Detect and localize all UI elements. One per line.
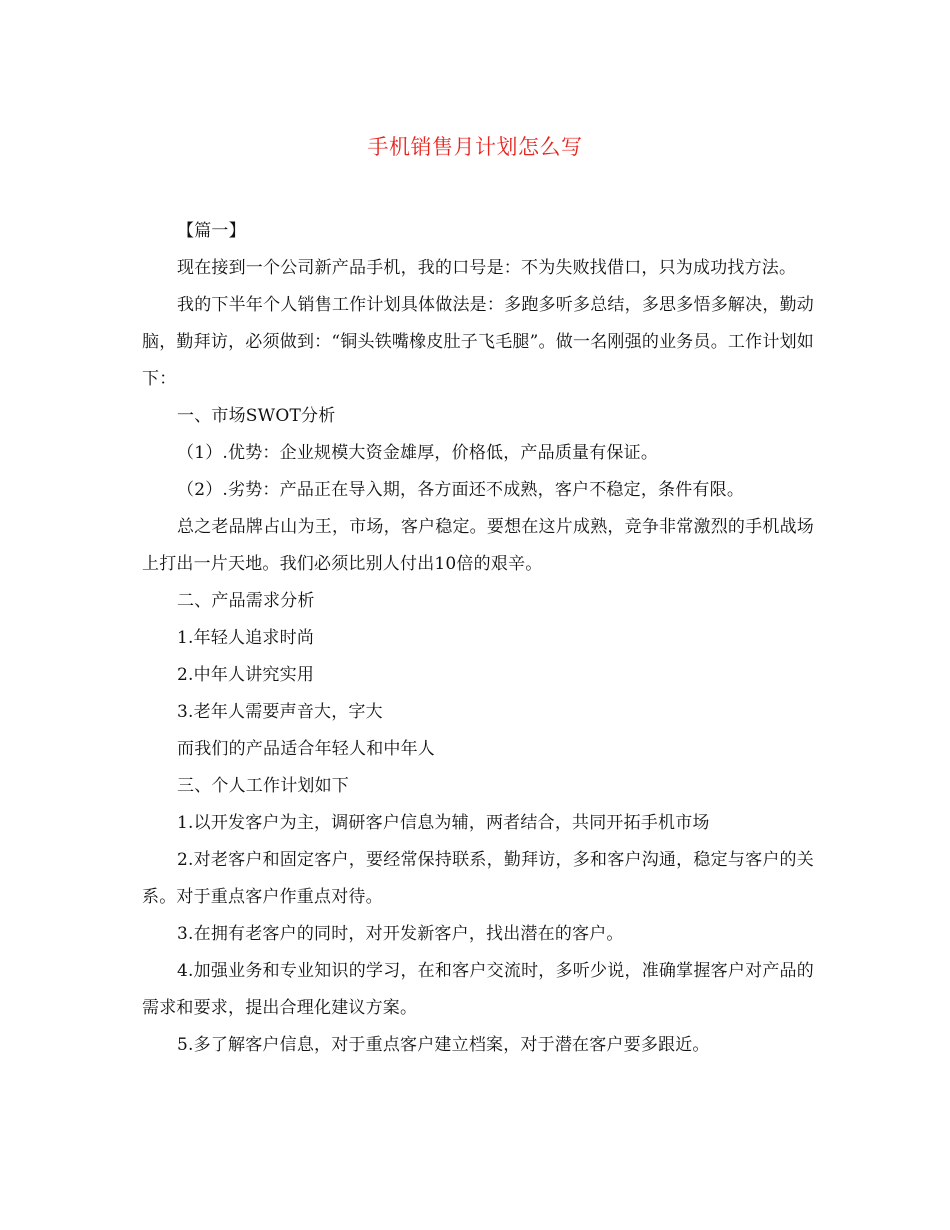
demand-item-1: 1.年轻人追求时尚: [177, 628, 315, 648]
plan-item-3: 3.在拥有老客户的同时，对开发新客户，找出潜在的客户。: [177, 924, 624, 944]
section-label-part-one: 【篇一】: [177, 221, 246, 241]
heading-market-swot: 一、市场SWOT分析: [177, 406, 336, 426]
plan-item-1: 1.以开发客户为主，调研客户信息为辅，两者结合，共同开拓手机市场: [177, 813, 710, 833]
swot-strengths: （1）.优势：企业规模大资金雄厚，价格低，产品质量有保证。: [177, 443, 659, 463]
plan-item-5: 5.多了解客户信息，对于重点客户建立档案，对于潜在客户要多跟近。: [177, 1035, 710, 1055]
plan-item-4: 4.加强业务和专业知识的学习，在和客户交流时，多听少说，准确掌握客户对产品的需求和要求，提出合理化建议方案。: [142, 961, 814, 1018]
heading-product-demand: 二、产品需求分析: [177, 591, 315, 611]
plan-item-2: 2.对老客户和固定客户，要经常保持联系，勤拜访，多和客户沟通，稳定与客户的关系。对于重点客户作重点对待。: [142, 850, 814, 907]
swot-weaknesses: （2）.劣势：产品正在导入期，各方面还不成熟，客户不稳定，条件有限。: [177, 480, 745, 500]
document-title: 手机销售月计划怎么写: [367, 135, 583, 159]
document-body: [142, 213, 814, 1064]
plan-approach-paragraph: 我的下半年个人销售工作计划具体做法是：多跑多听多总结，多思多悟多解决，勤动脑，勤拜访，必须做到：“铜头铁嘴橡皮肚子飞毛腿”。做一名刚强的业务员。工作计划如下：: [142, 295, 814, 389]
demand-item-2: 2.中年人讲究实用: [177, 665, 315, 685]
demand-conclusion: 而我们的产品适合年轻人和中年人: [177, 739, 435, 759]
heading-personal-plan: 三、个人工作计划如下: [177, 776, 349, 796]
demand-item-3: 3.老年人需要声音大，字大: [177, 702, 383, 722]
market-summary-paragraph: 总之老品牌占山为王，市场，客户稳定。要想在这片成熟，竞争非常激烈的手机战场上打出一片天地。我们必须比别人付出10倍的艰辛。: [142, 517, 814, 574]
intro-paragraph: 现在接到一个公司新产品手机，我的口号是：不为失败找借口，只为成功找方法。: [177, 258, 797, 278]
